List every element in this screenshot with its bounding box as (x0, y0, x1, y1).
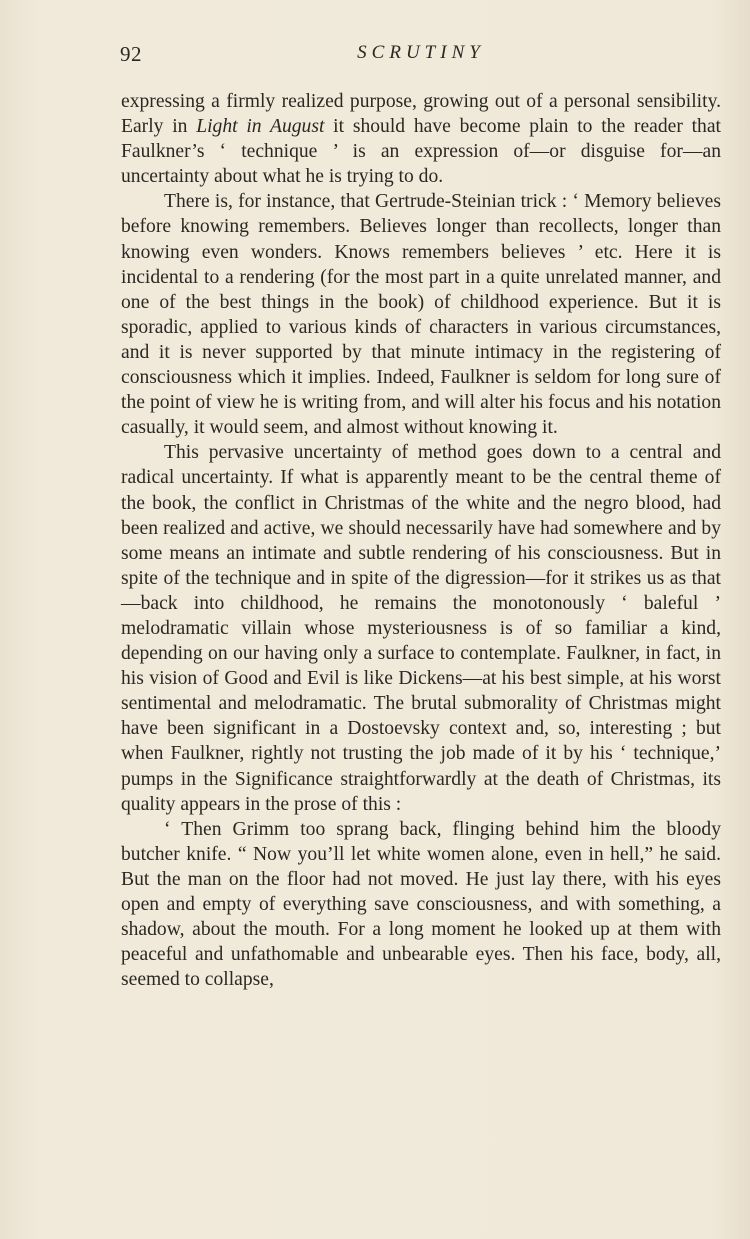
running-head: SCRUTINY (357, 42, 485, 63)
paragraph-1: expressing a firmly realized purpose, growing out of a personal sensibility. Early in Light in August it should have become plain to the reader that Faulkner’s ‘ technique ’ is an expression of—or disguise for—an uncertainty about what he is trying to do. (121, 91, 721, 188)
page-number: 92 (120, 42, 142, 66)
paragraph-2: There is, for instance, that Gertrude-Steinian trick : ‘ Memory believes before knowing remembers. Believes longer than recollects, longer than knowing even wonders. Knows remembers believes ’ etc. Here it is incidental to a rendering (for the most part in a quite unrelated manner, and one of the best things in the book) of childhood experience. But it is sporadic, applied to various kinds of characters in various circumstances, and it is never supported by that minute intimacy in the registering of consciousness which it implies. Indeed, Faulkner is seldom for long sure of the point of view he is writing from, and will alter his focus and his notation casually, it would seem, and almost without knowing it. (121, 191, 721, 439)
body-text (121, 89, 721, 992)
paragraph-3: This pervasive uncertainty of method goes down to a central and radical uncertainty. If what is apparently meant to be the central theme of the book, the conflict in Christmas of the white and the negro blood, had been realized and active, we should necessarily have had somewhere and by some means an intimate and subtle rendering of his consciousness. But in spite of the technique and in spite of the digression—for it strikes us as that—back into childhood, he remains the monotonously ‘ baleful ’ melodramatic villain whose mysteriousness is of so familiar a kind, depending on our having only a surface to contemplate. Faulkner, in fact, in his vision of Good and Evil is like Dickens—at his best simple, at his worst sentimental and melodramatic. The brutal submorality of Christmas might have been significant in a Dostoevsky context and, so, interesting ; but when Faulkner, rightly not trusting the job made of it by his ‘ technique,’ pumps in the Significance straightforwardly at the death of Christmas, its quality appears in the prose of this : (121, 442, 721, 815)
book-title: Light in August (196, 116, 325, 138)
block-quote: ‘ Then Grimm too sprang back, flinging behind him the bloody butcher knife. “ Now you’ll let white women alone, even in hell,” he said. But the man on the floor had not moved. He just lay there, with his eyes open and empty of everything save consciousness, and with something, a shadow, about the mouth. For a long moment he looked up at them with peaceful and unfathomable and unbearable eyes. Then his face, body, all, seemed to collapse, (121, 818, 721, 991)
page-header (120, 42, 722, 72)
